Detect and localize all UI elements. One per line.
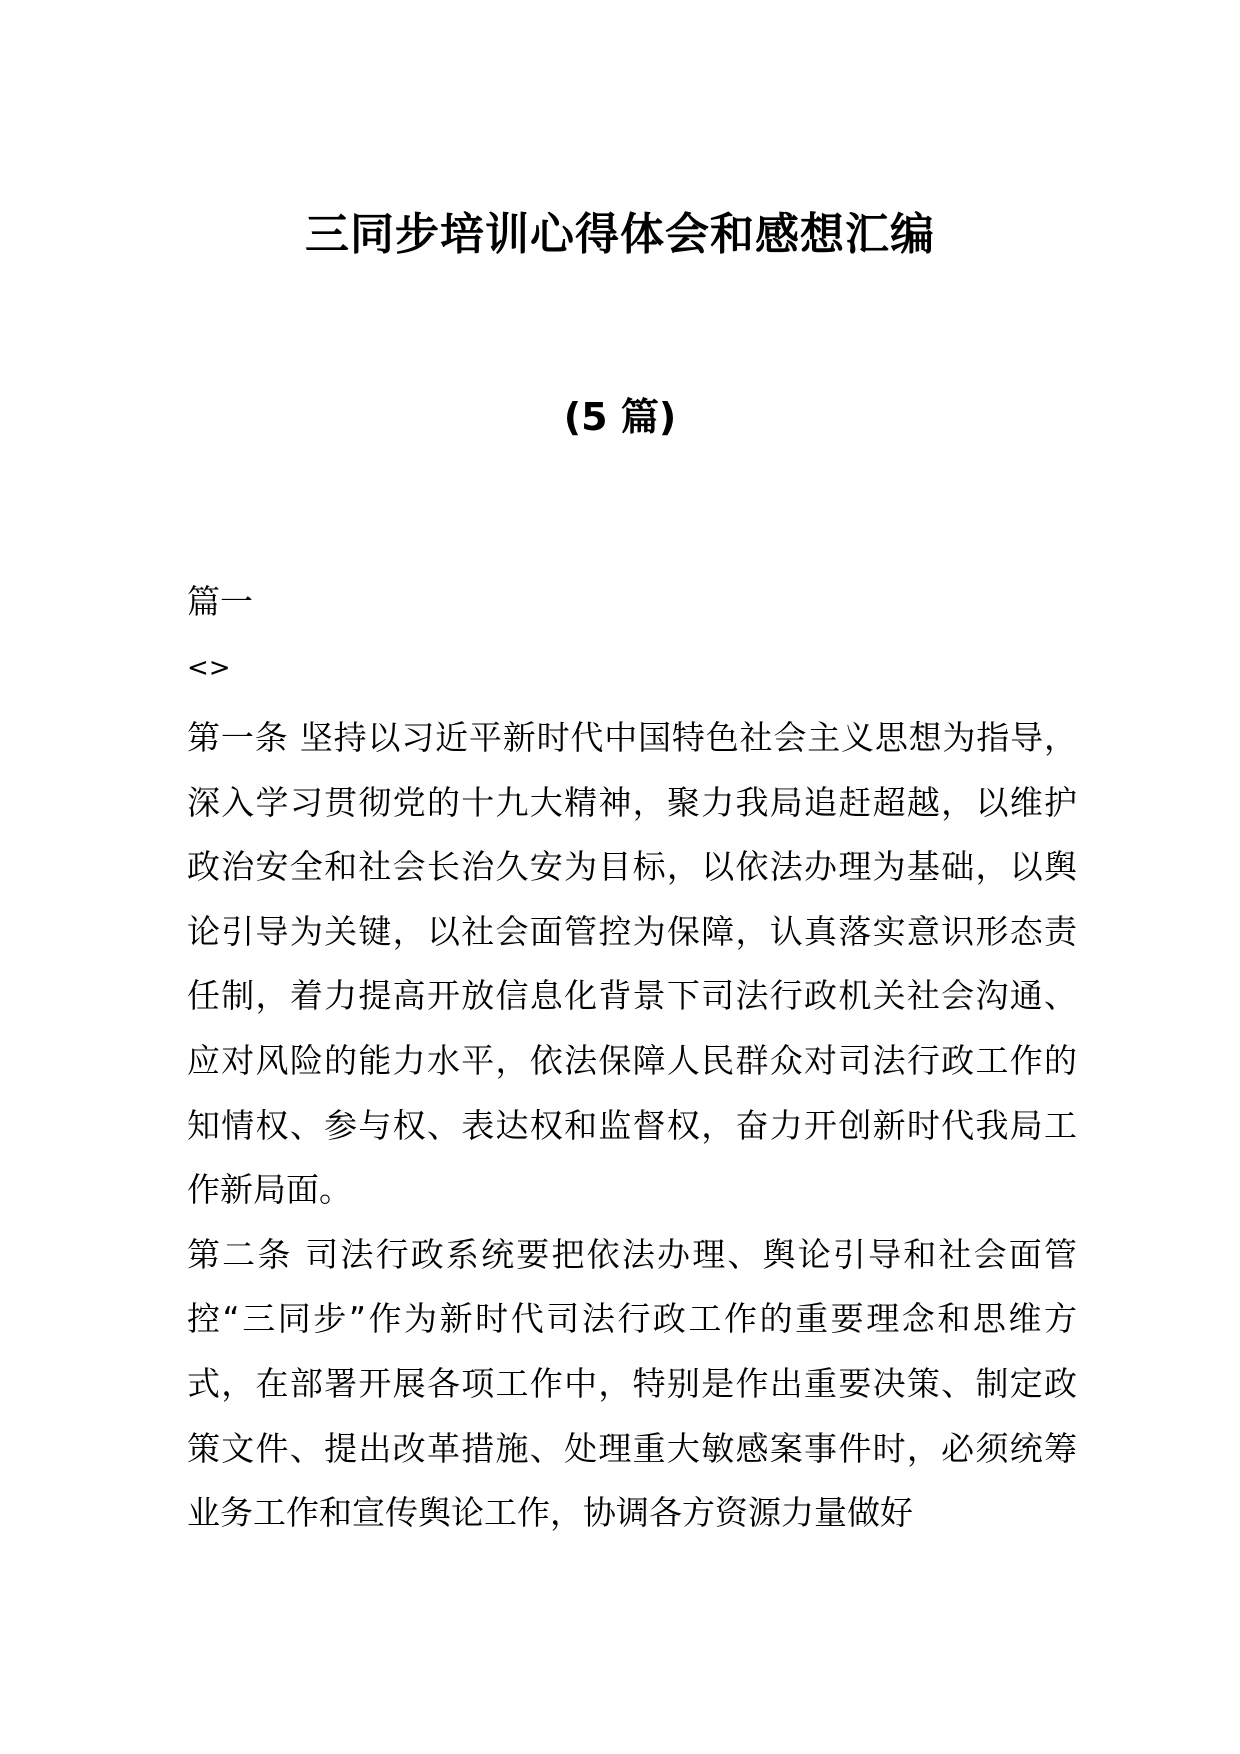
body-text [187,706,1077,1546]
document-subtitle: (5 篇) [563,395,677,439]
placeholder-text: <> [187,653,231,683]
section-label: 篇一 [187,582,253,621]
document-title: 三同步培训心得体会和感想汇编 [305,209,935,260]
paragraph-article-1: 第一条 坚持以习近平新时代中国特色社会主义思想为指导，深入学习贯彻党的十九大精神，聚力我局追赶超越，以维护政治安全和社会长治久安为目标，以依法办理为基础，以舆论引导为关键，以社会面管控为保障，认真落实意识形态责任制，着力提高开放信息化背景下司法行政机关社会沟通、应对风险的能力水平，依法保障人民群众对司法行政工作的知情权、参与权、表达权和监督权，奋力开创新时代我局工作新局面。 [187,718,1077,1210]
paragraph-article-2: 第二条 司法行政系统要把依法办理、舆论引导和社会面管控“三同步”作为新时代司法行政工作的重要理念和思维方式，在部署开展各项工作中，特别是作出重要决策、制定政策文件、提出改革措施、处理重大敏感案事件时，必须统筹业务工作和宣传舆论工作，协调各方资源力量做好 [187,1234,1077,1533]
